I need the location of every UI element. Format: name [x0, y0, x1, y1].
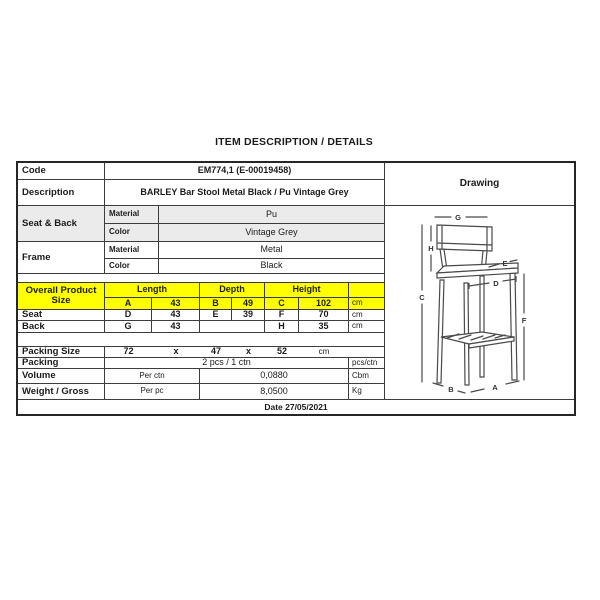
seat-back-material-value: Pu: [159, 206, 385, 224]
dim-label-e: E: [502, 259, 508, 268]
length-header: Length: [105, 283, 200, 298]
frame-material-label: Material: [105, 242, 159, 259]
overall-length-key: A: [105, 298, 152, 310]
overall-height-value: 102: [299, 298, 349, 310]
drawing-header: Drawing: [385, 163, 574, 206]
overall-height-key: C: [265, 298, 299, 310]
overall-depth-value: 49: [232, 298, 265, 310]
spec-table: [16, 161, 576, 416]
overall-depth-key: B: [200, 298, 232, 310]
volume-value: 0,0880: [200, 369, 349, 384]
dim-label-f: F: [521, 316, 527, 325]
height-header: Height: [265, 283, 349, 298]
seat-row-label: Seat: [18, 310, 105, 321]
spacer-row: [18, 274, 385, 283]
dim-label-a: A: [492, 383, 498, 392]
seat-depth-value: 39: [232, 310, 265, 321]
packing-size-x1: x: [173, 347, 179, 357]
dim-label-h: H: [428, 244, 434, 253]
seat-height-key: F: [265, 310, 299, 321]
volume-unit: Cbm: [349, 369, 385, 384]
code-label: Code: [18, 163, 105, 180]
back-unit: cm: [349, 321, 385, 333]
frame-color-label: Color: [105, 259, 159, 274]
back-height-value: 35: [299, 321, 349, 333]
seat-height-value: 70: [299, 310, 349, 321]
description-label: Description: [18, 180, 105, 206]
packing-size-v2: 47: [210, 347, 221, 357]
code-value: EM774,1 (E-00019458): [105, 163, 385, 180]
dim-label-g: G: [455, 213, 461, 222]
packing-size-unit: cm: [318, 347, 330, 356]
dim-label-b: B: [448, 385, 454, 394]
frame-material-value: Metal: [159, 242, 385, 259]
volume-label: Volume: [18, 369, 105, 384]
seat-back-color-label: Color: [105, 224, 159, 242]
seat-depth-key: E: [200, 310, 232, 321]
packing-size-value: [105, 347, 385, 358]
depth-header: Depth: [200, 283, 265, 298]
back-depth-empty: [200, 321, 265, 333]
seat-back-color-value: Vintage Grey: [159, 224, 385, 242]
page-title: ITEM DESCRIPTION / DETAILS: [215, 136, 373, 148]
seat-length-key: D: [105, 310, 152, 321]
packing-value: 2 pcs / 1 ctn: [105, 358, 349, 369]
overall-length-value: 43: [152, 298, 200, 310]
drawing-area: [385, 206, 574, 400]
overall-product-size-header: Overall Product Size: [18, 283, 105, 310]
packing-size-v1: 72: [123, 347, 134, 357]
weight-label: Weight / Gross: [18, 384, 105, 400]
back-height-key: H: [265, 321, 299, 333]
frame-color-value: Black: [159, 259, 385, 274]
seat-length-value: 43: [152, 310, 200, 321]
weight-unit: Kg: [349, 384, 385, 400]
seat-unit: cm: [349, 310, 385, 321]
weight-per: Per pc: [105, 384, 200, 400]
dim-label-d: D: [493, 279, 499, 288]
packing-size-x2: x: [245, 347, 251, 357]
unit-header-empty: [349, 283, 385, 298]
frame-label: Frame: [18, 242, 105, 274]
weight-value: 8,0500: [200, 384, 349, 400]
packing-unit: pcs/ctn: [349, 358, 385, 369]
back-row-label: Back: [18, 321, 105, 333]
description-value: BARLEY Bar Stool Metal Black / Pu Vintage Grey: [105, 180, 385, 206]
packing-size-v3: 52: [276, 347, 287, 357]
spacer-row-2: [18, 333, 385, 347]
seat-back-label: Seat & Back: [18, 206, 105, 242]
packing-label: Packing: [18, 358, 105, 369]
dim-label-c: C: [419, 293, 425, 302]
packing-size-label: Packing Size: [18, 347, 105, 358]
overall-unit: cm: [349, 298, 385, 310]
seat-back-material-label: Material: [105, 206, 159, 224]
volume-per: Per ctn: [105, 369, 200, 384]
back-length-key: G: [105, 321, 152, 333]
back-length-value: 43: [152, 321, 200, 333]
date-row: Date 27/05/2021: [264, 401, 328, 412]
stool-sketch: [385, 206, 573, 399]
